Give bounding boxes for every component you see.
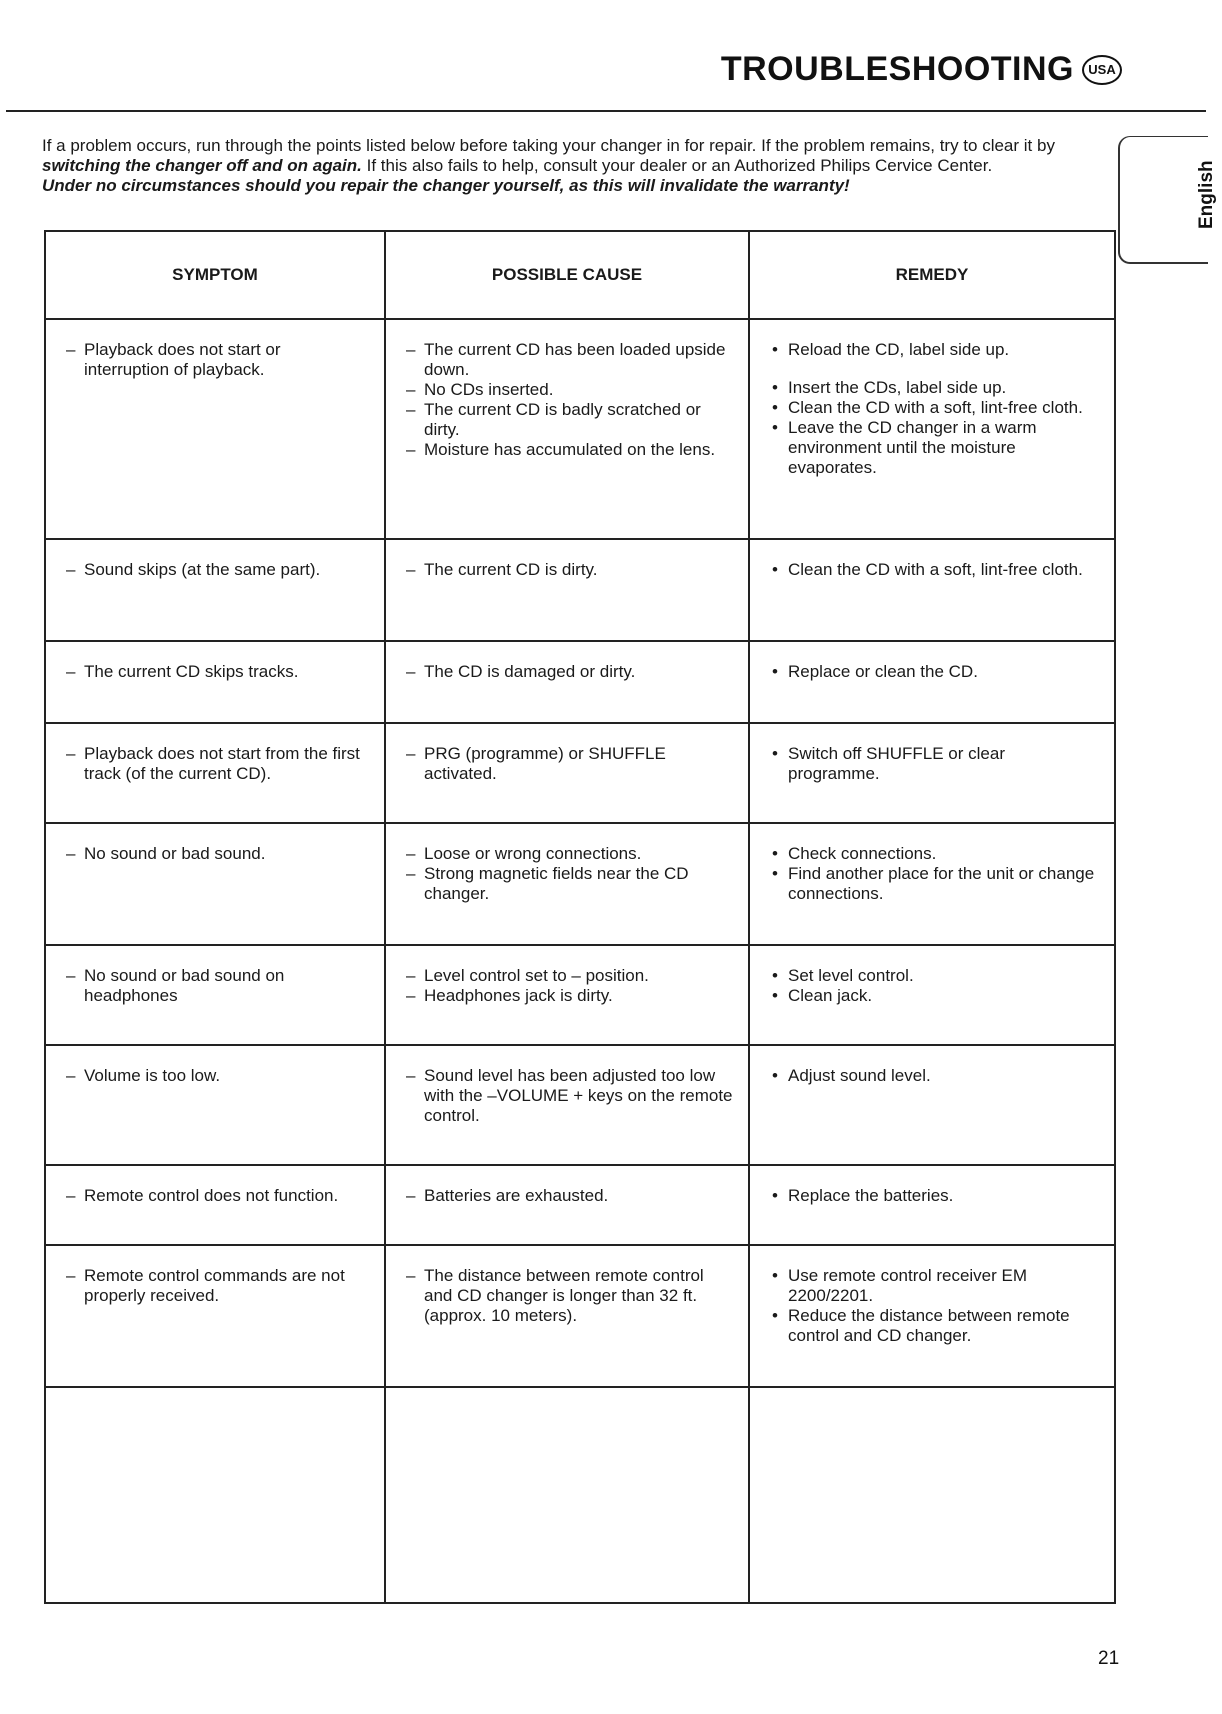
symptom-text: – Sound skips (at the same part). [66,560,370,580]
cause-cell [385,945,749,1045]
empty-cell [45,1387,385,1603]
table-row [45,823,1115,945]
symptom-cell [45,1245,385,1387]
remedy-cell [749,823,1115,945]
symptom-cell [45,641,385,723]
remedy-item: • Use remote control receiver EM 2200/2201. [770,1266,1100,1306]
cause-item: – The current CD is badly scratched or dirty. [406,400,734,440]
remedy-item: • Switch off SHUFFLE or clear programme. [770,744,1100,784]
remedy-item: • Insert the CDs, label side up. [770,378,1100,398]
table-row [45,945,1115,1045]
symptom-cell [45,723,385,823]
cause-item: – The current CD is dirty. [406,560,734,580]
symptom-text: – Playback does not start from the first track (of the current CD). [66,744,370,784]
symptom-cell [45,1045,385,1165]
table-row [45,1045,1115,1165]
empty-cell [385,1387,749,1603]
symptom-text: – Volume is too low. [66,1066,370,1086]
cause-item: – No CDs inserted. [406,380,734,400]
remedy-cell [749,1045,1115,1165]
cause-item: – Strong magnetic fields near the CD changer. [406,864,734,904]
remedy-item: • Clean the CD with a soft, lint-free cloth. [770,398,1100,418]
intro-text-1: If a problem occurs, run through the points listed below before taking your changer in for repair. If the problem remains, try to clear it by [42,136,1055,155]
symptom-cell [45,319,385,539]
symptom-text: – The current CD skips tracks. [66,662,370,682]
page-title-text: TROUBLESHOOTING [720,50,1074,88]
cause-item: – The distance between remote control and CD changer is longer than 32 ft. (approx. 10 meters). [406,1266,734,1326]
cause-item: – Batteries are exhausted. [406,1186,734,1206]
page-number: 21 [1098,1648,1120,1669]
table-row [45,1165,1115,1245]
table-row [45,641,1115,723]
header-symptom: SYMPTOM [45,231,385,319]
remedy-cell [749,1165,1115,1245]
symptom-cell [45,945,385,1045]
page-title [721,50,1122,89]
symptom-text: – No sound or bad sound. [66,844,370,864]
header-remedy: REMEDY [749,231,1115,319]
cause-item: – Headphones jack is dirty. [406,986,734,1006]
cause-item: – The current CD has been loaded upside down. [406,340,734,380]
cause-cell [385,823,749,945]
cause-item: – The CD is damaged or dirty. [406,662,734,682]
remedy-item: • Reduce the distance between remote control and CD changer. [770,1306,1100,1346]
header-cause: POSSIBLE CAUSE [385,231,749,319]
intro-section [42,136,1102,196]
region-badge: USA [1082,55,1122,85]
remedy-cell [749,723,1115,823]
cause-item: – Moisture has accumulated on the lens. [406,440,734,460]
header-divider [6,110,1206,112]
cause-item: – PRG (programme) or SHUFFLE activated. [406,744,734,784]
symptom-cell [45,1165,385,1245]
remedy-cell [749,319,1115,539]
table-row [45,723,1115,823]
remedy-cell [749,539,1115,641]
intro-text-2: If this also fails to help, consult your dealer or an Authorized Philips Cervice Center. [361,156,993,175]
table-header-row [45,231,1115,319]
remedy-item: • Set level control. [770,966,1100,986]
cause-cell [385,723,749,823]
symptom-text: – Remote control does not function. [66,1186,370,1206]
intro-paragraph [42,136,1102,176]
remedy-item: • Clean jack. [770,986,1100,1006]
intro-emphasis: switching the changer off and on again. [42,156,362,175]
empty-cell [749,1387,1115,1603]
remedy-item: • Adjust sound level. [770,1066,1100,1086]
table-row [45,319,1115,539]
cause-cell [385,1165,749,1245]
language-tab: English [1118,136,1208,264]
symptom-text: – Playback does not start or interruption of playback. [66,340,370,380]
symptom-text: – No sound or bad sound on headphones [66,966,370,1006]
cause-item: – Loose or wrong connections. [406,844,734,864]
cause-cell [385,1045,749,1165]
cause-cell [385,319,749,539]
troubleshooting-table [44,230,1116,1604]
symptom-cell [45,539,385,641]
remedy-item: • Check connections. [770,844,1100,864]
table-row [45,1245,1115,1387]
remedy-item: • Leave the CD changer in a warm environment until the moisture evaporates. [770,418,1100,478]
remedy-cell [749,1245,1115,1387]
symptom-cell [45,823,385,945]
remedy-item: • Reload the CD, label side up. [770,340,1100,360]
remedy-item: • Replace or clean the CD. [770,662,1100,682]
cause-cell [385,1245,749,1387]
symptom-text: – Remote control commands are not properly received. [66,1266,370,1306]
remedy-cell [749,945,1115,1045]
cause-cell [385,539,749,641]
cause-item: – Level control set to – position. [406,966,734,986]
table-row [45,539,1115,641]
remedy-item: • Replace the batteries. [770,1186,1100,1206]
remedy-item: • Clean the CD with a soft, lint-free cloth. [770,560,1100,580]
remedy-item: • Find another place for the unit or change connections. [770,864,1100,904]
cause-cell [385,641,749,723]
table-row-empty [45,1387,1115,1603]
remedy-cell [749,641,1115,723]
warranty-warning: Under no circumstances should you repair the changer yourself, as this will invalidate the warranty! [42,176,850,195]
cause-item: – Sound level has been adjusted too low with the –VOLUME + keys on the remote control. [406,1066,734,1126]
